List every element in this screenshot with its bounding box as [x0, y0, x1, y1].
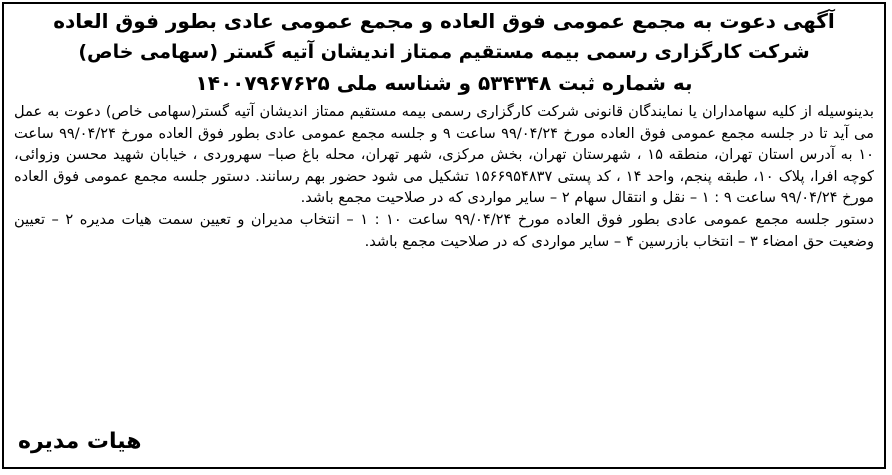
notice-headline-1: آگهی دعوت به مجمع عمومی فوق العاده و مجمع عمومی عادی بطور فوق العاده	[53, 9, 835, 33]
notice-body	[14, 101, 874, 252]
notice-headline-2: شرکت کارگزاری رسمی بیمه مستقیم ممتاز اندیشان آتیه گستر (سهامی خاص)	[78, 41, 810, 63]
notice-paragraph-agenda: دستور جلسه مجمع عمومی عادی بطور فوق العاده مورخ ۹۹/۰۴/۲۴ ساعت ۱۰ : ۱ – انتخاب مدیران و تعیین سمت هیات مدیره ۲ – تعیین وضعیت حق امضاء ۳ – انتخاب بازرسین ۴ – سایر مواردی که در صلاحیت مجمع باشد.	[14, 210, 875, 250]
notice-paragraph-invitation: بدینوسیله از کلیه سهامداران یا نمایندگان قانونی شرکت کارگزاری رسمی بیمه مستقیم ممتاز اندیشان آتیه گستر(سهامی خاص) دعوت به عمل می آید تا در جلسه مجمع عمومی فوق العاده مورخ ۹۹/۰۴/۲۴ ساعت ۹ و جلسه مجمع عمومی عادی بطور فوق العاده مورخ ۹۹/۰۴/۲۴ ساعت ۱۰ به آدرس استان تهران، منطقه ۱۵ ، شهرستان تهران، بخش مرکزی، شهر تهران، محله باغ صبا– سهروردی ، خیابان شهید محسن وزوائی، کوچه افرا، پلاک ۱۰، طبقه پنجم، واحد ۱۴ ، کد پستی ۱۵۶۶۹۵۴۸۳۷ تشکیل می شود حضور بهم رسانند. دستور جلسه مجمع عمومی فوق العاده مورخ ۹۹/۰۴/۲۴ ساعت ۹ : ۱ – نقل و انتقال سهام ۲ – سایر مواردی که در صلاحیت مجمع باشد.	[14, 103, 874, 207]
legal-notice	[2, 2, 886, 469]
notice-headline-3: به شماره ثبت ۵۳۴۳۴۸ و شناسه ملی ۱۴۰۰۷۹۶۷۶۲۵	[195, 71, 693, 95]
notice-signature: هیات مدیره	[18, 429, 142, 454]
